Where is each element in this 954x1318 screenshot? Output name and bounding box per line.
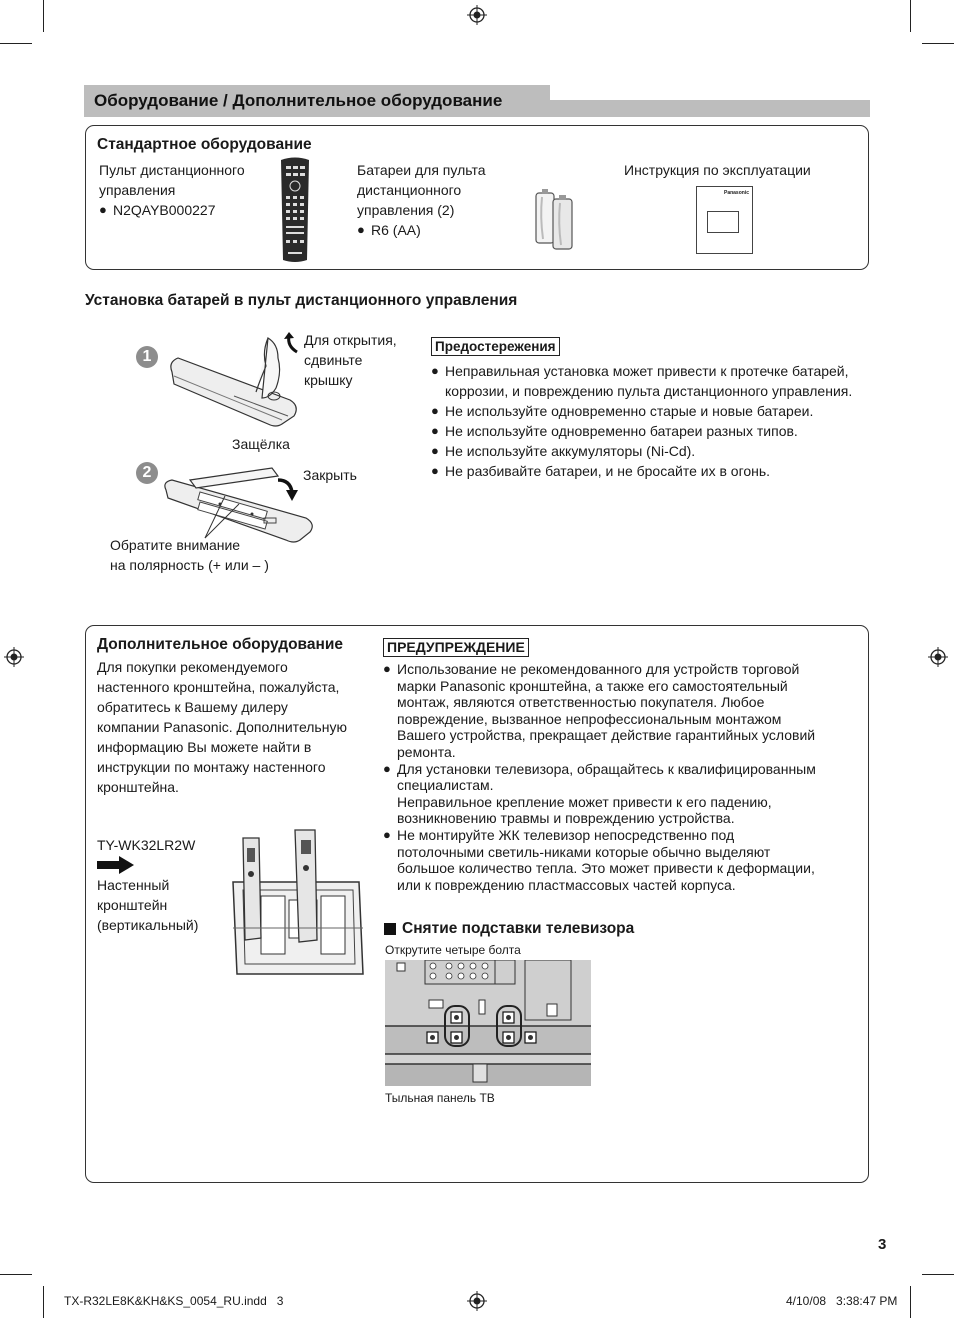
rear-panel-caption: Тыльная панель ТВ: [385, 1091, 495, 1105]
crop-mark: [43, 0, 44, 32]
footer-file-name: TX-R32LE8K&KH&KS_0054_RU.indd 3: [64, 1294, 284, 1308]
warning-label: ПРЕДУПРЕЖДЕНИЕ: [383, 638, 529, 657]
registration-mark-icon: [4, 647, 24, 667]
bullet-icon: ●: [99, 202, 107, 217]
curved-arrow-icon: [283, 332, 301, 354]
bracket-description: Настенный кронштейн (вертикальный): [97, 877, 199, 933]
page-title: Оборудование / Дополнительное оборудование: [94, 91, 503, 110]
warning-item: ● Для установки телевизора, обращайтесь к квалифицированным специалистам. Неправильное крепление может привести к его падению, возникновению травмы и повреждению устройства.: [383, 760, 816, 827]
warning-item: ● Использование не рекомендованного для устройств торговой марки Panasonic кронштейна, а также его самостоятельный монтаж, являются ответственностью покупателя. Любое повреждение, вызванное непрофессиональным монтажом Вашего устройства, прекращает действие гарантийных условий ремонта.: [383, 661, 816, 760]
square-bullet-icon: [384, 923, 396, 935]
right-arrow-icon: [97, 856, 135, 874]
crop-mark: [922, 43, 954, 44]
stand-removal-heading: Снятие подставки телевизора: [384, 920, 634, 938]
caution-item: ● Не разбивайте батареи, и не бросайте их в огонь.: [431, 463, 771, 479]
caution-item: ● Не используйте одновременно старые и новые батареи.: [431, 403, 814, 419]
standard-equipment-heading: Стандартное оборудование: [97, 136, 312, 153]
batteries-description: Батареи для пульта дистанционного управления (2) ● R6 (AA): [357, 162, 486, 238]
caution-item: ● Неправильная установка может привести к протечке батарей, коррозии, и повреждению пульта дистанционного управления.: [431, 363, 853, 399]
caution-item: ● Не используйте одновременно батареи разных типов.: [431, 423, 798, 439]
crop-mark: [43, 1286, 44, 1318]
wall-bracket-image: [229, 828, 365, 980]
remote-control-image: [278, 156, 312, 264]
step-number: 2: [136, 462, 158, 484]
registration-mark-icon: [467, 1291, 487, 1311]
polarity-pointer-lines: [185, 490, 245, 540]
tv-rear-panel-image: [385, 960, 591, 1086]
unscrew-note: Открутите четыре болта: [385, 943, 521, 957]
cautions-label: Предостережения: [431, 337, 560, 356]
optional-equipment-text: Для покупки рекомендуемого настенного кронштейна, пожалуйста, обратитесь к Вашему дилеру компании Panasonic. Дополнительную информацию Вы можете найти в инструкции по монтажу настенного кронштейна.: [97, 659, 347, 795]
manual-brand: Panasonic: [723, 190, 749, 196]
polarity-note: Обратите внимание на полярность (+ или – ): [110, 537, 269, 573]
open-cover-note: Для открытия, сдвиньте крышку: [304, 332, 397, 388]
cautions-list: [431, 361, 871, 481]
registration-mark-icon: [467, 5, 487, 25]
warning-list: [383, 661, 858, 893]
bracket-model: TY-WK32LR2W: [97, 837, 196, 853]
caution-item: ● Не используйте аккумуляторы (Ni-Cd).: [431, 443, 696, 459]
crop-mark: [910, 0, 911, 32]
crop-mark: [0, 43, 32, 44]
bullet-icon: ●: [357, 222, 365, 237]
optional-equipment-heading: Дополнительное оборудование: [97, 636, 343, 653]
footer-timestamp: 4/10/08 3:38:47 PM: [786, 1294, 898, 1308]
latch-label: Защёлка: [232, 436, 290, 452]
step-number: 1: [136, 346, 158, 368]
remote-description: Пульт дистанционного управления ● N2QAYB000227: [99, 162, 245, 218]
crop-mark: [922, 1274, 954, 1275]
page-number: 3: [878, 1236, 887, 1253]
warning-item: ● Не монтируйте ЖК телевизор непосредственно под потолочными светиль-никами которые обычно выделяют большое количество тепла. Это может привести к деформации, или к повреждению пластмассовых частей корпуса.: [383, 826, 815, 893]
crop-mark: [0, 1274, 32, 1275]
manual-label: Инструкция по эксплуатации: [624, 162, 811, 178]
registration-mark-icon: [928, 647, 948, 667]
battery-install-heading: Установка батарей в пульт дистанционного управления: [85, 292, 518, 309]
close-arrow-icon: [276, 476, 300, 502]
close-label: Закрыть: [303, 467, 357, 483]
section-title-bar: [84, 85, 870, 117]
crop-mark: [910, 1286, 911, 1318]
manual-image: [696, 186, 753, 254]
batteries-image: [533, 187, 577, 251]
